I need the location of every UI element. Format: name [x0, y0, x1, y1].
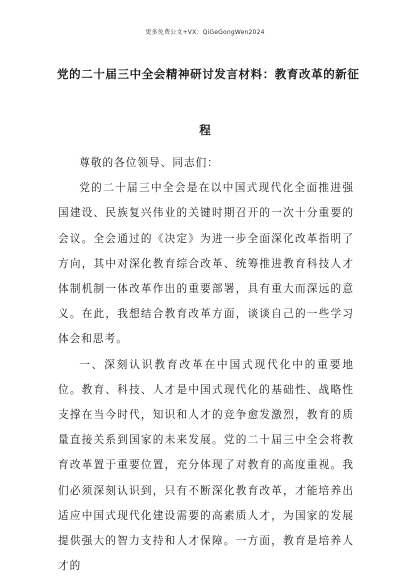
header-note: 更多免费公文+VX：QiGeGongWen2024 — [145, 29, 265, 36]
paragraph-intro: 党的二十届三中全会是在以中国式现代化全面推进强国建设、民族复兴伟业的关键时期召开的一次十分重要的会议。全会通过的《决定》为进一步全面深化改革指明了方向，其中对深化教育综合改革、统筹推进教育科技人才体制机制一体改革作出的重要部署，具有重大而深远的意义。在此，我想结合教育改革方面，谈谈自己的一些学习体会和思考。 — [58, 182, 354, 346]
document-title: 党的二十届三中全会精神研讨发言材料：教育改革的新征 — [57, 67, 360, 81]
salutation: 尊敬的各位领导、同志们： — [79, 157, 219, 169]
paragraph-section-one: 一、深刻认识教育改革在中国式现代化中的重要地位。教育、科技、人才是中国式现代化的基础性、战略性支撑在当今时代，知识和人才的竞争愈发激烈，教育的质量直接关系到国家的未来发展。党的二十届三中全会将教育改革置于重要位置，充分体现了对教育的高度重视。我们必须深刻认识到，只有不断深化教育改革，才能培养出适应中国式现代化建设需要的高素质人才，为国家的发展提供强大的智力支持和人才保障。一方面，教育是培养人才的 — [58, 358, 354, 573]
document-body — [58, 151, 354, 579]
document-title-continued: 程 — [199, 123, 211, 137]
